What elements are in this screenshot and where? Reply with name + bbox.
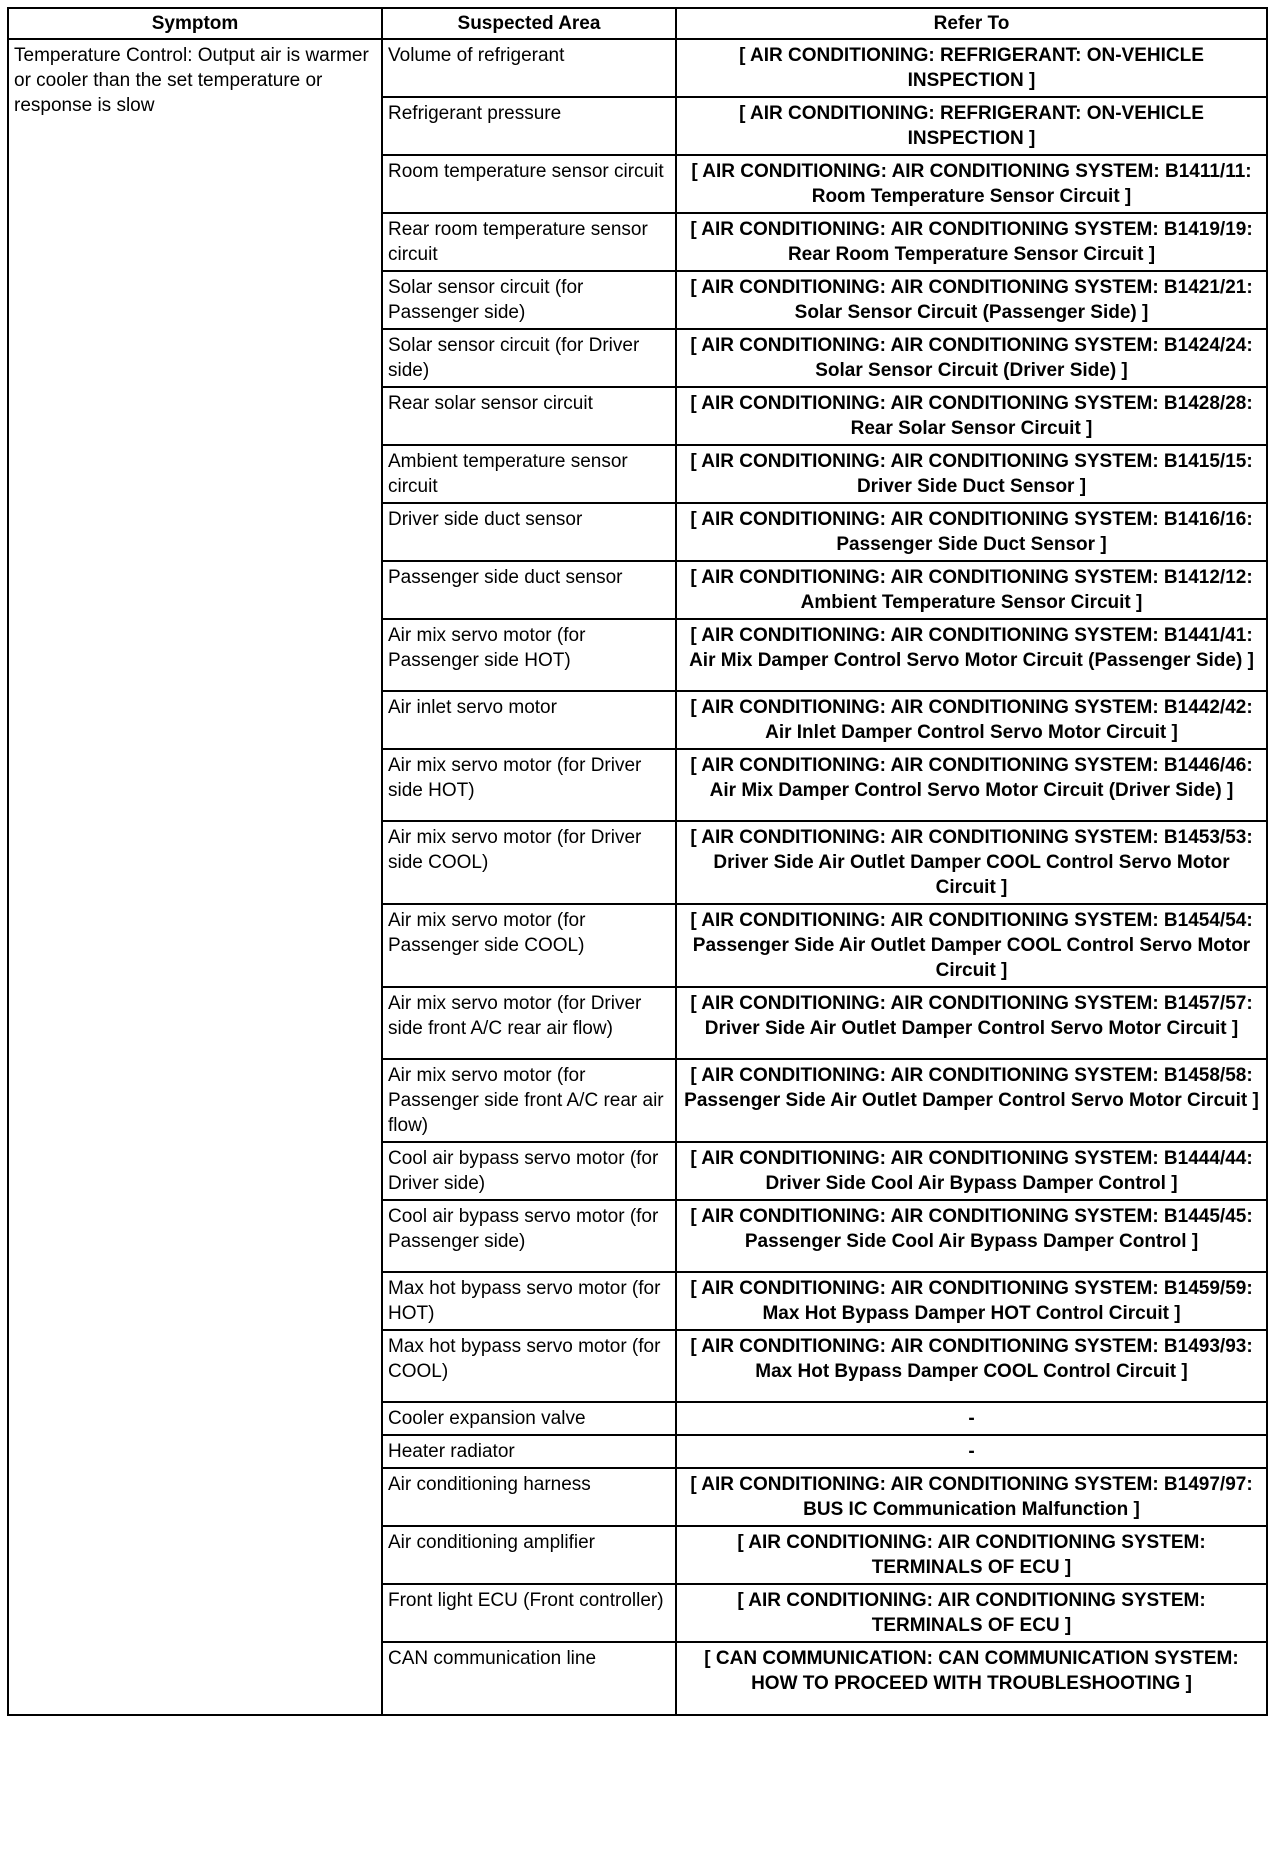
refer-to-link[interactable]: [ AIR CONDITIONING: AIR CONDITIONING SYSTEM: B1412/12: Ambient Temperature Sensor Circuit ] [676, 561, 1267, 619]
table-row [8, 39, 1267, 97]
suspected-area-cell: Cool air bypass servo motor (for Passenger side) [382, 1200, 676, 1272]
refer-to-link[interactable]: [ CAN COMMUNICATION: CAN COMMUNICATION SYSTEM: HOW TO PROCEED WITH TROUBLESHOOTING ] [676, 1642, 1267, 1715]
suspected-area-cell: Rear room temperature sensor circuit [382, 213, 676, 271]
suspected-area-cell: Volume of refrigerant [382, 39, 676, 97]
suspected-area-cell: Cooler expansion valve [382, 1402, 676, 1435]
table-body [8, 39, 1267, 1715]
suspected-area-cell: Air mix servo motor (for Driver side front A/C rear air flow) [382, 987, 676, 1059]
suspected-area-cell: Refrigerant pressure [382, 97, 676, 155]
refer-to-link[interactable]: [ AIR CONDITIONING: REFRIGERANT: ON-VEHICLE INSPECTION ] [676, 39, 1267, 97]
refer-to-link[interactable]: [ AIR CONDITIONING: AIR CONDITIONING SYSTEM: TERMINALS OF ECU ] [676, 1526, 1267, 1584]
suspected-area-cell: Room temperature sensor circuit [382, 155, 676, 213]
refer-to-link[interactable]: [ AIR CONDITIONING: AIR CONDITIONING SYSTEM: B1421/21: Solar Sensor Circuit (Passenger Side) ] [676, 271, 1267, 329]
suspected-area-cell: Max hot bypass servo motor (for HOT) [382, 1272, 676, 1330]
refer-to-link[interactable]: [ AIR CONDITIONING: AIR CONDITIONING SYSTEM: B1457/57: Driver Side Air Outlet Damper Control Servo Motor Circuit ] [676, 987, 1267, 1059]
suspected-area-cell: Air mix servo motor (for Driver side HOT) [382, 749, 676, 821]
refer-to-link[interactable]: - [676, 1435, 1267, 1468]
suspected-area-cell: Air mix servo motor (for Passenger side HOT) [382, 619, 676, 691]
suspected-area-cell: Air mix servo motor (for Passenger side front A/C rear air flow) [382, 1059, 676, 1142]
suspected-area-cell: Air mix servo motor (for Passenger side COOL) [382, 904, 676, 987]
suspected-area-cell: Max hot bypass servo motor (for COOL) [382, 1330, 676, 1402]
suspected-area-cell: CAN communication line [382, 1642, 676, 1715]
suspected-area-cell: Driver side duct sensor [382, 503, 676, 561]
refer-to-link[interactable]: [ AIR CONDITIONING: AIR CONDITIONING SYSTEM: B1493/93: Max Hot Bypass Damper COOL Control Circuit ] [676, 1330, 1267, 1402]
refer-to-link[interactable]: [ AIR CONDITIONING: AIR CONDITIONING SYSTEM: TERMINALS OF ECU ] [676, 1584, 1267, 1642]
troubleshooting-table [7, 7, 1268, 1716]
suspected-area-cell: Heater radiator [382, 1435, 676, 1468]
refer-to-link[interactable]: [ AIR CONDITIONING: AIR CONDITIONING SYSTEM: B1441/41: Air Mix Damper Control Servo Motor Circuit (Passenger Side) ] [676, 619, 1267, 691]
refer-to-link[interactable]: [ AIR CONDITIONING: AIR CONDITIONING SYSTEM: B1445/45: Passenger Side Cool Air Bypass Damper Control ] [676, 1200, 1267, 1272]
refer-to-link[interactable]: [ AIR CONDITIONING: AIR CONDITIONING SYSTEM: B1459/59: Max Hot Bypass Damper HOT Control Circuit ] [676, 1272, 1267, 1330]
refer-to-link[interactable]: [ AIR CONDITIONING: AIR CONDITIONING SYSTEM: B1497/97: BUS IC Communication Malfunction ] [676, 1468, 1267, 1526]
symptom-cell: Temperature Control: Output air is warmer or cooler than the set temperature or response is slow [8, 39, 382, 1715]
suspected-area-cell: Air mix servo motor (for Driver side COOL) [382, 821, 676, 904]
refer-to-link[interactable]: [ AIR CONDITIONING: AIR CONDITIONING SYSTEM: B1411/11: Room Temperature Sensor Circuit ] [676, 155, 1267, 213]
header-refer-to: Refer To [676, 8, 1267, 39]
refer-to-link[interactable]: [ AIR CONDITIONING: AIR CONDITIONING SYSTEM: B1453/53: Driver Side Air Outlet Damper COOL Control Servo Motor Circuit ] [676, 821, 1267, 904]
suspected-area-cell: Rear solar sensor circuit [382, 387, 676, 445]
suspected-area-cell: Air inlet servo motor [382, 691, 676, 749]
refer-to-link[interactable]: [ AIR CONDITIONING: AIR CONDITIONING SYSTEM: B1454/54: Passenger Side Air Outlet Damper COOL Control Servo Motor Circuit ] [676, 904, 1267, 987]
suspected-area-cell: Cool air bypass servo motor (for Driver side) [382, 1142, 676, 1200]
refer-to-link[interactable]: [ AIR CONDITIONING: REFRIGERANT: ON-VEHICLE INSPECTION ] [676, 97, 1267, 155]
refer-to-link[interactable]: [ AIR CONDITIONING: AIR CONDITIONING SYSTEM: B1428/28: Rear Solar Sensor Circuit ] [676, 387, 1267, 445]
refer-to-link[interactable]: [ AIR CONDITIONING: AIR CONDITIONING SYSTEM: B1446/46: Air Mix Damper Control Servo Motor Circuit (Driver Side) ] [676, 749, 1267, 821]
header-symptom: Symptom [8, 8, 382, 39]
refer-to-link[interactable]: - [676, 1402, 1267, 1435]
suspected-area-cell: Ambient temperature sensor circuit [382, 445, 676, 503]
refer-to-link[interactable]: [ AIR CONDITIONING: AIR CONDITIONING SYSTEM: B1458/58: Passenger Side Air Outlet Damper Control Servo Motor Circuit ] [676, 1059, 1267, 1142]
suspected-area-cell: Solar sensor circuit (for Passenger side) [382, 271, 676, 329]
refer-to-link[interactable]: [ AIR CONDITIONING: AIR CONDITIONING SYSTEM: B1424/24: Solar Sensor Circuit (Driver Side) ] [676, 329, 1267, 387]
suspected-area-cell: Passenger side duct sensor [382, 561, 676, 619]
suspected-area-cell: Air conditioning harness [382, 1468, 676, 1526]
header-row [8, 8, 1267, 39]
refer-to-link[interactable]: [ AIR CONDITIONING: AIR CONDITIONING SYSTEM: B1419/19: Rear Room Temperature Sensor Circuit ] [676, 213, 1267, 271]
refer-to-link[interactable]: [ AIR CONDITIONING: AIR CONDITIONING SYSTEM: B1416/16: Passenger Side Duct Sensor ] [676, 503, 1267, 561]
refer-to-link[interactable]: [ AIR CONDITIONING: AIR CONDITIONING SYSTEM: B1444/44: Driver Side Cool Air Bypass Damper Control ] [676, 1142, 1267, 1200]
refer-to-link[interactable]: [ AIR CONDITIONING: AIR CONDITIONING SYSTEM: B1415/15: Driver Side Duct Sensor ] [676, 445, 1267, 503]
suspected-area-cell: Solar sensor circuit (for Driver side) [382, 329, 676, 387]
suspected-area-cell: Front light ECU (Front controller) [382, 1584, 676, 1642]
header-suspected-area: Suspected Area [382, 8, 676, 39]
refer-to-link[interactable]: [ AIR CONDITIONING: AIR CONDITIONING SYSTEM: B1442/42: Air Inlet Damper Control Servo Motor Circuit ] [676, 691, 1267, 749]
suspected-area-cell: Air conditioning amplifier [382, 1526, 676, 1584]
